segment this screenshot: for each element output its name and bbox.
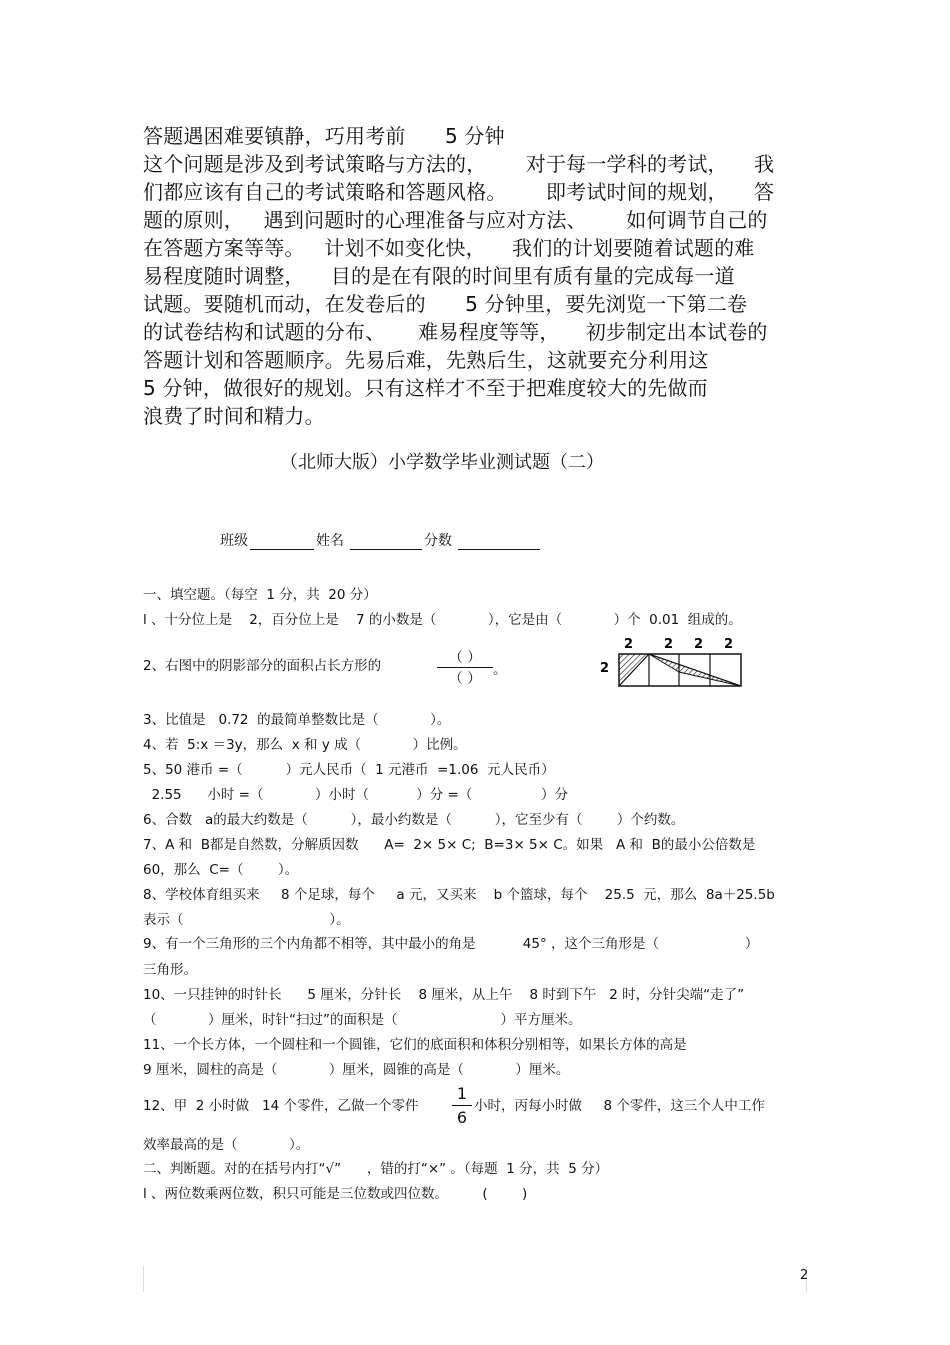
page-edge-line xyxy=(143,1266,144,1292)
section-fill-blank-title: 一、填空题。（每空 1 分，共 20 分） xyxy=(143,587,377,603)
judge-question-1: l 、两位数乘两位数，积只可能是三位数或四位数。 ( ) xyxy=(143,1186,528,1202)
name-blank[interactable] xyxy=(350,535,422,550)
q2-fraction-top: （ ） xyxy=(448,650,482,666)
figure-label: 2 xyxy=(724,637,734,652)
question-8-part-2: 表示（ ）。 xyxy=(143,912,350,928)
intro-line: 的试卷结构和试题的分布、 难易程度等等， 初步制定出本试卷的 xyxy=(143,320,768,344)
figure-label: 2 xyxy=(694,637,704,652)
q2-fraction xyxy=(437,647,493,688)
fraction-bar xyxy=(452,1105,472,1106)
intro-line: 题的原则， 遇到问题时的心理准备与应对方法、 如何调节自己的 xyxy=(143,208,768,232)
class-label: 班级 xyxy=(220,533,248,549)
question-7: 7、A 和 B都是自然数，分解质因数 A= 2× 5× C; B=3× 5× C。如果 A 和 B的最小公倍数是 xyxy=(143,837,756,853)
figure-label: 2 xyxy=(664,637,674,652)
question-11-part-2: 9 厘米，圆柱的高是（ ）厘米，圆锥的高是（ ）厘米。 xyxy=(143,1062,570,1078)
question-8: 8、学校体育组买来 8 个足球，每个 a 元，又买来 b 个篮球，每个 25.5 元，那么 8a＋25.5b xyxy=(143,887,775,903)
question-12: 12、甲 2 小时做 14 个零件，乙做一个零件 xyxy=(143,1098,419,1114)
q12-fraction-denominator: 6 xyxy=(456,1108,468,1127)
class-blank[interactable] xyxy=(250,535,314,550)
figure-label: 2 xyxy=(624,637,634,652)
q12-fraction xyxy=(452,1084,472,1127)
name-label: 姓名 xyxy=(316,533,344,549)
q12-fraction-numerator: 1 xyxy=(456,1084,468,1103)
question-10-part-2: （ ）厘米，时针“扫过”的面积是（ ）平方厘米。 xyxy=(143,1012,582,1028)
question-9-part-2: 三角形。 xyxy=(143,962,197,978)
intro-line: 在答题方案等等。 计划不如变化快， 我们的计划要随着试题的难 xyxy=(143,236,755,260)
question-7-part-2: 60，那么 C=（ ）。 xyxy=(143,862,299,878)
student-info-row xyxy=(220,530,542,550)
intro-line: 答题计划和答题顺序。先易后难，先熟后生，这就要充分利用这 xyxy=(143,348,709,372)
intro-line: 们都应该有自己的考试策略和答题风格。 即考试时间的规划， 答 xyxy=(143,180,775,204)
intro-line: 易程度随时调整， 目的是在有限的时间里有质有量的完成每一道 xyxy=(143,264,735,288)
section-true-false-title: 二、判断题。对的在括号内打“√” ，错的打“×” 。（每题 1 分，共 5 分） xyxy=(143,1161,609,1177)
score-blank[interactable] xyxy=(458,535,540,550)
intro-line: 这个问题是涉及到考试策略与方法的， 对于每一学科的考试， 我 xyxy=(143,152,775,176)
figure-diagonal xyxy=(649,654,741,686)
exam-title: （北师大版）小学数学毕业测试题（二） xyxy=(280,452,604,473)
question-2: 2、右图中的阴影部分的面积占长方形的 xyxy=(143,658,382,674)
intro-line: 浪费了时间和精力。 xyxy=(143,404,325,428)
question-6: 6、合数 a的最大约数是（ ），最小约数是（ ），它至少有（ ）个约数。 xyxy=(143,812,685,828)
q2-suffix: 。 xyxy=(493,662,507,678)
q2-fraction-bottom: （ ） xyxy=(448,671,482,687)
intro-line: 试题。要随机而动，在发卷后的 5 分钟里，要先浏览一下第二卷 xyxy=(143,292,748,316)
question-10: 10、一只挂钟的时针长 5 厘米，分针长 8 厘米，从上午 8 时到下午 2 时，分针尖端“走了” xyxy=(143,987,745,1003)
question-5: 5、50 港币 =（ ）元人民币（ 1 元港币 =1.06 元人民币） xyxy=(143,762,555,778)
shaded-rectangle-figure xyxy=(598,634,748,690)
question-3: 3、比值是 0.72 的最简单整数比是（ ）。 xyxy=(143,712,451,728)
question-5-part-2: 2.55 小时 =（ ）小时（ ）分 =（ ）分 xyxy=(143,787,568,803)
question-1: l 、十分位上是 2，百分位上是 7 的小数是（ ），它是由（ ）个 0.01 组成的。 xyxy=(143,612,742,628)
question-4: 4、若 5:x ＝3y，那么 x 和 y 成（ ）比例。 xyxy=(143,737,467,753)
intro-line: 答题遇困难要镇静，巧用考前 5 分钟 xyxy=(143,124,505,148)
question-9: 9、有一个三角形的三个内角都不相等，其中最小的角是 45° ，这个三角形是（ ） xyxy=(143,936,759,952)
question-12-continued: 小时，丙每小时做 8 个零件，这三个人中工作 xyxy=(474,1098,765,1114)
page-number: 2 xyxy=(800,1268,809,1283)
question-12-part-2: 效率最高的是（ ）。 xyxy=(143,1137,310,1153)
intro-paragraph xyxy=(143,122,813,430)
intro-line: 5 分钟，做很好的规划。只有这样才不至于把难度较大的先做而 xyxy=(143,376,708,400)
score-label: 分数 xyxy=(424,533,452,549)
figure-label: 2 xyxy=(600,661,610,676)
question-11: 11、一个长方体，一个圆柱和一个圆锥，它们的底面积和体积分别相等，如果长方体的高是 xyxy=(143,1037,687,1053)
